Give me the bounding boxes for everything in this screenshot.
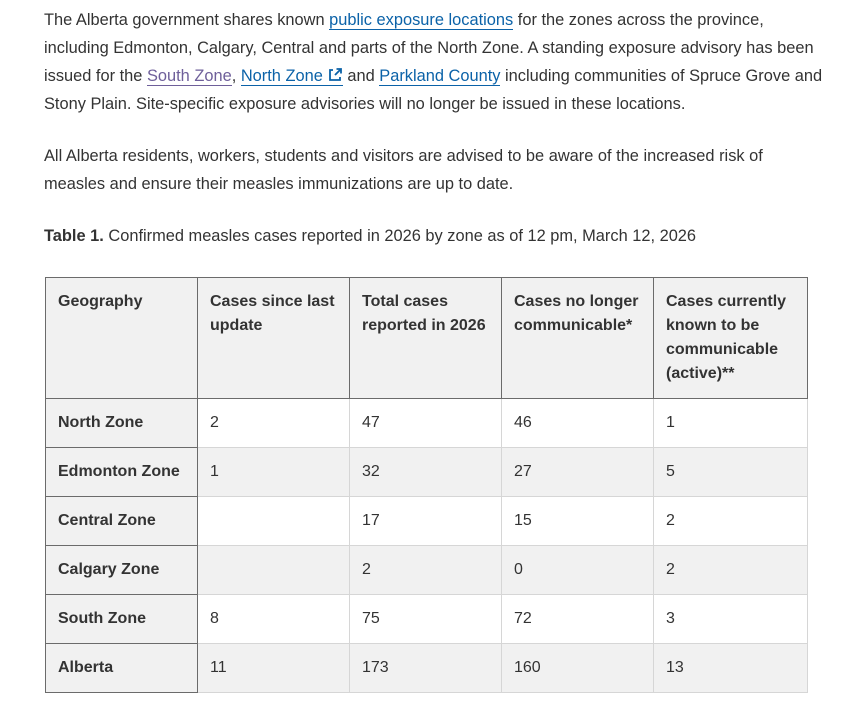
cell-active: 13 bbox=[654, 644, 808, 693]
cell-no-longer: 160 bbox=[502, 644, 654, 693]
cell-total: 173 bbox=[350, 644, 502, 693]
cell-total: 47 bbox=[350, 399, 502, 448]
cell-total: 17 bbox=[350, 497, 502, 546]
cell-since-last: 11 bbox=[198, 644, 350, 693]
table-header-row bbox=[46, 278, 808, 399]
text: for the zones across the province, including Edmonton, Calgary, Central and parts of the North Zone. A standing exposure advisory has been issued for the bbox=[44, 11, 814, 85]
header-cases-since-last-update: Cases since last update bbox=[198, 278, 350, 399]
text: and bbox=[342, 67, 380, 85]
header-total-cases: Total cases reported in 2026 bbox=[350, 278, 502, 399]
north-zone-link[interactable] bbox=[241, 67, 343, 86]
table-row bbox=[46, 399, 808, 448]
cell-since-last: 2 bbox=[198, 399, 350, 448]
south-zone-link[interactable]: South Zone bbox=[146, 67, 232, 85]
north-zone-link-label: North Zone bbox=[240, 67, 323, 85]
public-exposure-locations-link[interactable]: public exposure locations bbox=[329, 11, 514, 29]
cell-active: 5 bbox=[654, 448, 808, 497]
parkland-county-link[interactable]: Parkland County bbox=[379, 67, 501, 85]
measles-cases-table bbox=[45, 277, 808, 693]
exposure-paragraph bbox=[44, 6, 824, 118]
cell-since-last bbox=[198, 497, 350, 546]
cell-total: 32 bbox=[350, 448, 502, 497]
cell-active: 1 bbox=[654, 399, 808, 448]
cell-no-longer: 72 bbox=[502, 595, 654, 644]
row-geography: Alberta bbox=[46, 644, 198, 693]
row-geography: Edmonton Zone bbox=[46, 448, 198, 497]
table-row-total bbox=[46, 644, 808, 693]
text: The Alberta government shares known bbox=[44, 11, 330, 29]
table-caption-text: Confirmed measles cases reported in 2026 by zone as of 12 pm, March 12, 2026 bbox=[103, 227, 697, 245]
table-row bbox=[46, 497, 808, 546]
header-geography: Geography bbox=[46, 278, 198, 399]
row-geography: Central Zone bbox=[46, 497, 198, 546]
table-row bbox=[46, 546, 808, 595]
table-caption bbox=[44, 222, 824, 250]
row-geography: South Zone bbox=[46, 595, 198, 644]
cell-since-last: 8 bbox=[198, 595, 350, 644]
table-row bbox=[46, 595, 808, 644]
cell-no-longer: 27 bbox=[502, 448, 654, 497]
header-active-cases: Cases currently known to be communicable (active)** bbox=[654, 278, 808, 399]
table-caption-label: Table 1. bbox=[44, 227, 104, 245]
text: , bbox=[231, 67, 241, 85]
external-link-icon bbox=[327, 67, 343, 83]
article-content bbox=[44, 6, 824, 250]
cell-active: 3 bbox=[654, 595, 808, 644]
row-geography: North Zone bbox=[46, 399, 198, 448]
cell-total: 75 bbox=[350, 595, 502, 644]
cell-active: 2 bbox=[654, 497, 808, 546]
header-no-longer-communicable: Cases no longer communicable* bbox=[502, 278, 654, 399]
row-geography: Calgary Zone bbox=[46, 546, 198, 595]
cell-no-longer: 46 bbox=[502, 399, 654, 448]
cell-since-last bbox=[198, 546, 350, 595]
cell-no-longer: 15 bbox=[502, 497, 654, 546]
text: including communities of Spruce Grove and Stony Plain. Site-specific exposure advisories will no longer be issued in these locations. bbox=[44, 67, 823, 113]
advisory-paragraph: All Alberta residents, workers, students and visitors are advised to be aware of the increased risk of measles and ensure their measles immunizations are up to date. bbox=[44, 147, 763, 193]
cell-no-longer: 0 bbox=[502, 546, 654, 595]
table-row bbox=[46, 448, 808, 497]
cell-total: 2 bbox=[350, 546, 502, 595]
cell-since-last: 1 bbox=[198, 448, 350, 497]
cell-active: 2 bbox=[654, 546, 808, 595]
